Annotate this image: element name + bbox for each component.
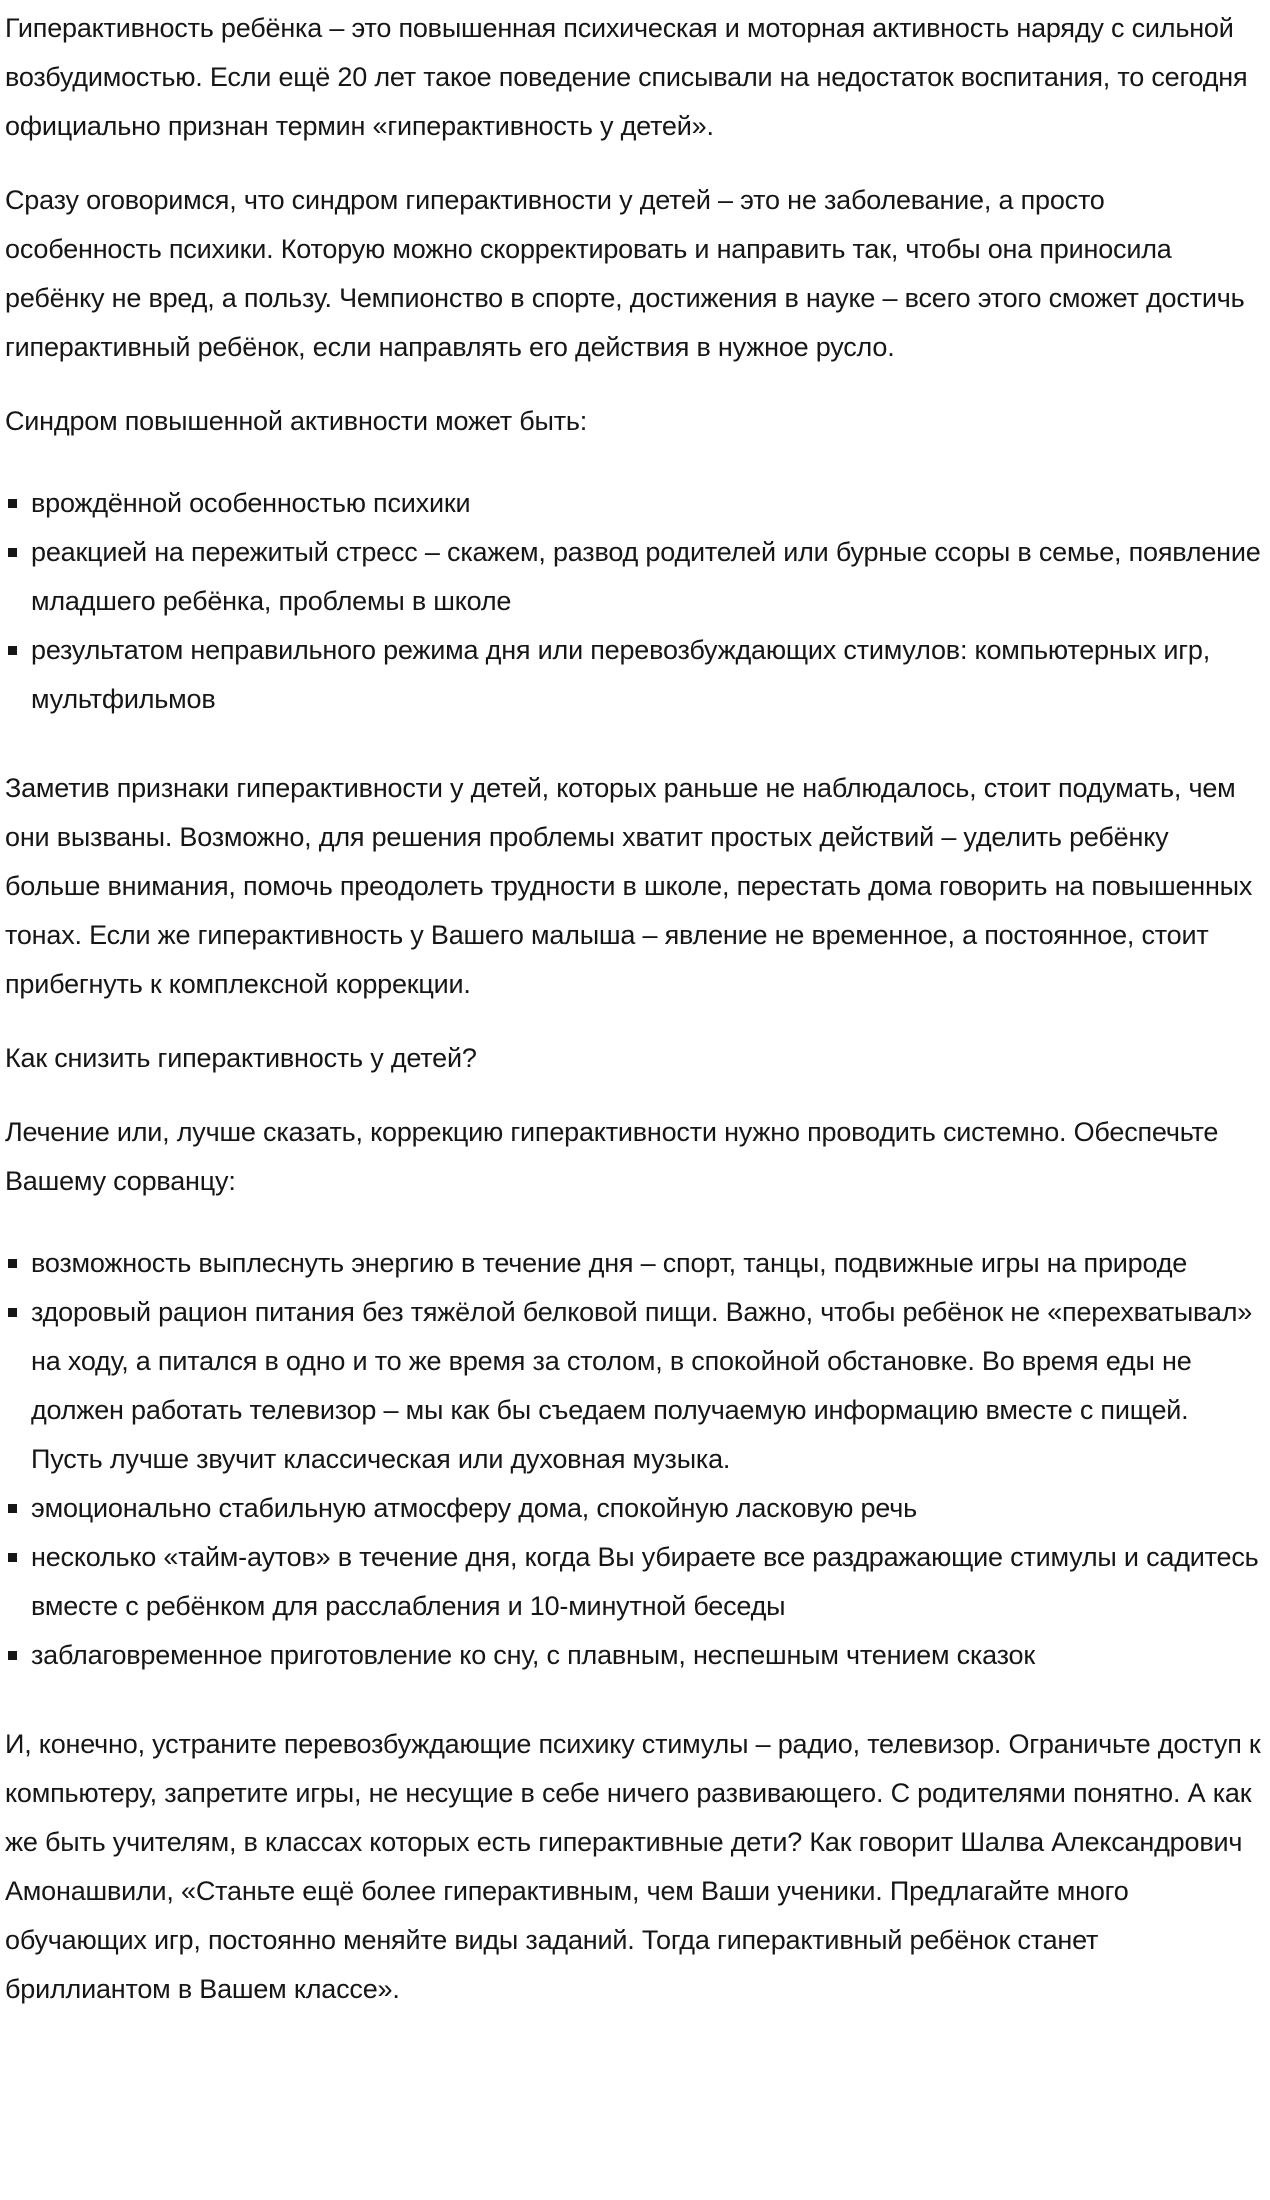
paragraph-final-advice: И, конечно, устраните перевозбуждающие психику стимулы – радио, телевизор. Ограничьте доступ к компьютеру, запретите игры, не несущие в себе ничего развивающего. С родителями понятно. А как же быть учителям, в классах которых есть гиперактивные дети? Как говорит Шалва Александрович Амонашвили, «Станьте ещё более гиперактивным, чем Ваши ученики. Предлагайте много обучающих игр, постоянно меняйте виды заданий. Тогда гиперактивный ребёнок станет бриллиантом в Вашем классе». <box>5 1729 1261 2004</box>
paragraph-treatment-system: Лечение или, лучше сказать, коррекцию гиперактивности нужно проводить системно. Обеспечьте Вашему сорванцу: <box>5 1117 1219 1196</box>
question-how-to-reduce: Как снизить гиперактивность у детей? <box>5 1043 477 1073</box>
recommendations-list <box>5 1239 1264 1680</box>
list-item <box>5 1288 1264 1484</box>
list-item-text: возможность выплеснуть энергию в течение дня – спорт, танцы, подвижные игры на природе <box>31 1248 1188 1278</box>
list-item-text: врождённой особенностью психики <box>31 488 471 518</box>
list-item <box>5 1631 1264 1680</box>
article-body <box>5 4 1264 2014</box>
square-bullet-icon <box>8 646 17 655</box>
square-bullet-icon <box>8 1308 17 1317</box>
list-item <box>5 479 1264 528</box>
paragraph-hyperactivity-definition: Гиперактивность ребёнка – это повышенная психическая и моторная активность наряду с сильной возбудимостью. Если ещё 20 лет такое поведение списывали на недостаток воспитания, то сегодня официально признан термин «гиперактивность у детей». <box>5 13 1248 141</box>
square-bullet-icon <box>8 499 17 508</box>
list-item-text: заблаговременное приготовление ко сну, с плавным, неспешным чтением сказок <box>31 1640 1035 1670</box>
list-item <box>5 528 1264 626</box>
list-item-text: здоровый рацион питания без тяжёлой белковой пищи. Важно, чтобы ребёнок не «перехватывал» на ходу, а питался в одно и то же время за столом, в спокойной обстановке. Во время еды не должен работать телевизор – мы как бы съедаем получаемую информацию вместе с пищей. Пусть лучше звучит классическая или духовная музыка. <box>31 1297 1253 1474</box>
square-bullet-icon <box>8 1504 17 1513</box>
list-item <box>5 1484 1264 1533</box>
list-item <box>5 1239 1264 1288</box>
list-item-text: результатом неправильного режима дня или перевозбуждающих стимулов: компьютерных игр, мультфильмов <box>31 635 1211 714</box>
square-bullet-icon <box>8 1553 17 1562</box>
square-bullet-icon <box>8 1651 17 1660</box>
list-item <box>5 626 1264 724</box>
paragraph-noticing-signs: Заметив признаки гиперактивности у детей, которых раньше не наблюдалось, стоит подумать, чем они вызваны. Возможно, для решения проблемы хватит простых действий – уделить ребёнку больше внимания, помочь преодолеть трудности в школе, перестать дома говорить на повышенных тонах. Если же гиперактивность у Вашего малыша – явление не временное, а постоянное, стоит прибегнуть к комплексной коррекции. <box>5 773 1253 999</box>
list-item-text: несколько «тайм-аутов» в течение дня, когда Вы убираете все раздражающие стимулы и садитесь вместе с ребёнком для расслабления и 10-минутной беседы <box>31 1542 1259 1621</box>
list-intro-causes: Синдром повышенной активности может быть: <box>5 406 588 436</box>
square-bullet-icon <box>8 548 17 557</box>
square-bullet-icon <box>8 1259 17 1268</box>
list-item-text: эмоционально стабильную атмосферу дома, спокойную ласковую речь <box>31 1493 917 1523</box>
list-item-text: реакцией на пережитый стресс – скажем, развод родителей или бурные ссоры в семье, появление младшего ребёнка, проблемы в школе <box>31 537 1261 616</box>
list-item <box>5 1533 1264 1631</box>
causes-list <box>5 479 1264 724</box>
paragraph-syndrome-note: Сразу оговоримся, что синдром гиперактивности у детей – это не заболевание, а просто особенность психики. Которую можно скорректировать и направить так, чтобы она приносила ребёнку не вред, а пользу. Чемпионство в спорте, достижения в науке – всего этого сможет достичь гиперактивный ребёнок, если направлять его действия в нужное русло. <box>5 185 1245 362</box>
